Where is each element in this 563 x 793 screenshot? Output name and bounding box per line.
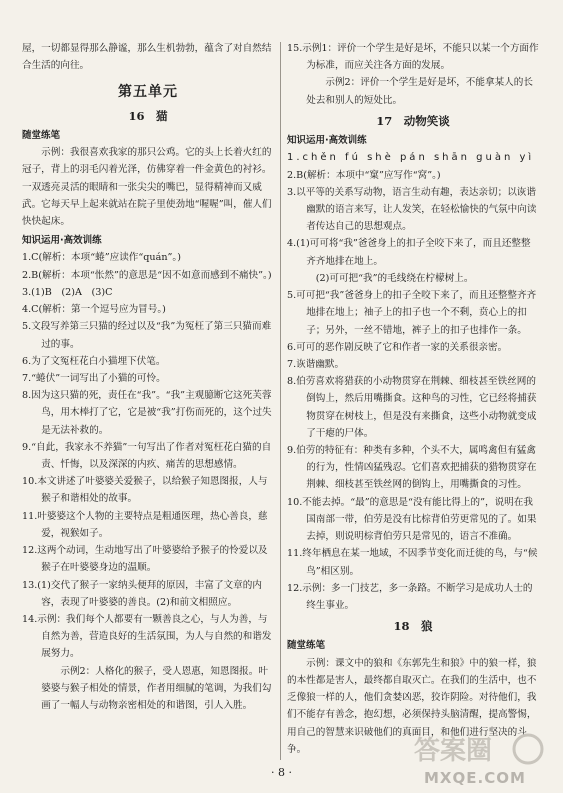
watermark-site-text: MXQE.COM [424, 769, 526, 787]
answer-item: 3.(1)B (2)A (3)C [22, 286, 113, 298]
answer-item: 14.示例：我们每个人都要有一颗善良之心，与人为善，与自然为善，营造良好的生活氛围，为人与自然的和谐发展努力。 [22, 614, 272, 660]
answer-item: 9.“自此，我家永不养猫”一句写出了作者对冤枉花白猫的自责、忏悔，以及深深的内疚、痛苦的思想感情。 [22, 441, 272, 471]
answer-item: 8.因为这只猫的死，责任在“我”。“我”主观臆断它这死芙蓉鸟，用木棒打了它，它是被“我”打伤而死的，这个过失是无法补救的。 [22, 390, 272, 436]
pinyin-answer: 1.chěn fú shè pán shān guàn yì [287, 152, 535, 164]
answer-item: 7.诙谐幽默。 [287, 358, 345, 370]
suitang-text-16: 示例：我很喜欢我家的那只公鸡。它的头上长着火红的冠子，背上的羽毛闪着光泽，仿佛穿着一件金黄色的衬衫。一双透亮灵活的眼睛和一张尖尖的嘴巴，显得精神而又威武。它每天早上起来就站在院子里使劲地“喔喔”叫，催人们快快起床。 [22, 147, 272, 227]
answer-item: 6.可可的恶作剧反映了它和作者一家的关系很亲密。 [287, 341, 508, 353]
lesson-18-title: 18 狼 [393, 619, 433, 634]
answer-item: 1.C(解析：本项“蜷”应读作“quán”。) [22, 252, 181, 264]
answer-item: 10.本文讲述了叶婆婆关爱猴子，以给猴子知恩图报，人与猴子和谐相处的故事。 [22, 476, 268, 505]
intro-line: 合生活的向往。 [22, 60, 90, 72]
answer-item: 10.不能去掉。“最”的意思是“没有能比得上的”，说明在我国南部一带，伯劳是没有比棕背伯劳更常见的了。如果去掉，则说明棕背伯劳只是常见的，语言不准确。 [287, 496, 537, 543]
left-column [22, 40, 274, 714]
answer-item: 4.(1)可可将“我”爸爸身上的扣子全咬下来了，而且还整整齐齐地排在地上。 [287, 238, 531, 267]
unit-title: 第五单元 [118, 84, 178, 101]
answer-item: 12.示例：多一门技艺，多一条路。不断学习是成功人士的终生事业。 [287, 582, 533, 611]
answer-item: 9.伯劳的特征有：种类有多种，个头不大，属鸣禽但有猛禽的行为，性情凶猛残忍。它们喜欢把捕获的猎物贯穿在荆棘、细枝甚至铁丝网的倒钩上，用嘴撕食的习性。 [287, 445, 537, 491]
section-suitang-16: 随堂练笔 [22, 129, 61, 141]
answer-item: 4.C(解析：第一个逗号应为冒号。) [22, 304, 166, 316]
intro-line: 屋，一切都显得那么静谧，那么生机勃勃，蕴含了对自然结 [22, 43, 272, 54]
answer-item: 8.伯劳喜欢将猎获的小动物贯穿在荆棘、细枝甚至铁丝网的倒钩上，然后用嘴撕食。这种鸟的习性，它已经将捕获物贯穿在树枝上，但是没有来撕食，这些小动物就变成了干瘪的尸体。 [287, 376, 537, 439]
watermark [410, 731, 545, 787]
answer-item: 3.以平等的关系写动物，语言生动有趣，表达亲切；以诙谐幽默的语言来写，让人发笑，在轻松愉快的气氛中向读者传达自己的思想观点。 [287, 186, 537, 233]
answer-item: 示例2：评价一个学生是好是坏，不能拿某人的长处去和别人的短处比。 [306, 77, 533, 106]
right-column [287, 40, 539, 758]
answer-item: (2)可可把“我”的毛线绕在柠檬树上。 [306, 272, 474, 284]
answer-item: 2.B(解析：本项中“窠”应写作“窝”。) [287, 169, 441, 181]
left-intro [22, 40, 274, 74]
suitang-text-18: 示例：课文中的狼和《东郭先生和狼》中的狼一样，狼的本性都是害人，最终都自取灭亡。在我们的生活中，也不乏像狼一样的人，他们贪婪凶恶，狡诈阴险。对待他们，我们不能存有善念，抱幻想，必须保持头脑清醒，提高警惕，用自己的智慧来识破他们的真面目，和他们进行坚决的斗争。 [287, 657, 537, 755]
lesson-17-title: 17 动物笑谈 [376, 113, 450, 128]
answer-item: 13.(1)交代了猴子一家纳头便拜的原因，丰富了文章的内容，表现了叶婆婆的善良。(2)和前文相照应。 [22, 579, 262, 608]
column-divider [280, 42, 281, 760]
answer-item: 示例2：人格化的猴子，受人恩惠，知恩图报。叶婆婆与猴子相处的情景，作者用细腻的笔调，为我们勾画了一幅人与动物亲密相处的和谐图，引人入胜。 [41, 665, 272, 712]
right-answer-list [287, 167, 539, 615]
answer-item: 7.“蜷伏”一词写出了小猫的可怜。 [22, 372, 166, 384]
section-zhishi-17: 知识运用·高效训练 [287, 135, 367, 147]
answer-item: 5.可可把“我”爸爸身上的扣子全咬下来了，而且还整整齐齐地排在地上；袖子上的扣子也一个不剩，贲心上的扣子；另外，一丝不错地，裤子上的扣子也排作一条。 [287, 290, 537, 336]
page-number: · 8 · [271, 766, 292, 779]
answer-item: 2.B(解析：本项“怅然”的意思是“因不如意而感到不痛快”。) [22, 269, 272, 281]
answer-item: 11.叶婆婆这个人物的主要特点是粗通医理，热心善良，慈爱，视猴如子。 [22, 510, 268, 539]
section-suitang-18: 随堂练笔 [287, 640, 326, 652]
watermark-logo-text: 答案圈 [414, 736, 493, 766]
left-answer-list [22, 249, 274, 714]
answer-item: 11.终年栖息在某一地域，不因季节变化而迁徙的鸟，与“候鸟”相区别。 [287, 548, 538, 577]
answer-item: 15.示例1：评价一个学生是好是坏，不能只以某一个方面作为标准，而应关注各方面的发展。 [287, 43, 539, 72]
lesson-16-title: 16 猫 [128, 108, 168, 123]
right-top-items [287, 40, 539, 109]
answer-item: 12.这两个动词，生动地写出了叶婆婆给予猴子的怜爱以及猴子在叶婆婆身边的温顺。 [22, 545, 268, 574]
answer-item: 6.为了文冤枉花白小猫埋下伏笔。 [22, 355, 166, 367]
section-zhishi-16: 知识运用·高效训练 [22, 235, 102, 247]
watermark-logo-icon [410, 731, 545, 767]
answer-item: 5.文段写养第三只猫的经过以及“我”为冤枉了第三只猫而难过的事。 [22, 321, 272, 350]
